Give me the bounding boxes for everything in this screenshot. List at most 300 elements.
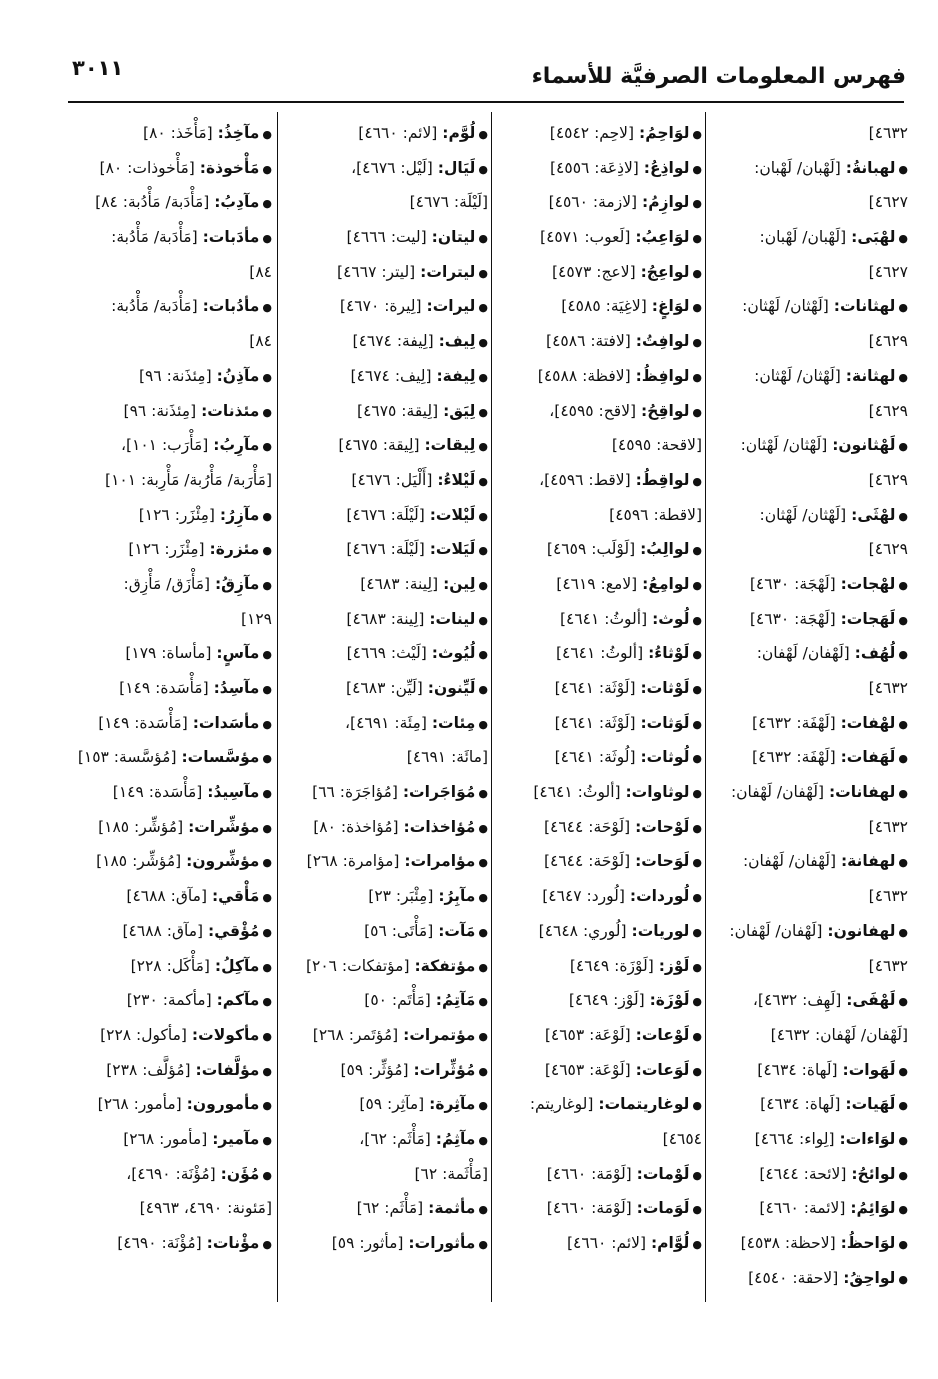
bullet-icon: ● xyxy=(262,960,272,974)
entry-reference: [لَعوب: ٤٥٧١] xyxy=(540,228,631,247)
entry-reference: ٤٦٣٢] xyxy=(868,887,908,906)
entry-reference: [لافتة: ٤٥٨٦] xyxy=(546,332,631,351)
index-entry xyxy=(72,983,272,1018)
index-entry xyxy=(282,1191,488,1226)
entry-word: مؤامرات: xyxy=(404,852,476,871)
index-entry xyxy=(72,289,272,324)
index-entry xyxy=(496,983,702,1018)
entry-reference: [لَوْعَة: ٤٦٥٣] xyxy=(544,1060,631,1079)
entry-reference: ٨٤] xyxy=(249,262,272,281)
bullet-icon: ● xyxy=(692,1238,702,1251)
index-entry xyxy=(712,983,908,1018)
bullet-icon: ● xyxy=(262,1238,272,1251)
bullet-icon: ● xyxy=(262,821,272,835)
bullet-icon: ● xyxy=(692,370,702,384)
entry-reference: [لَهْفان/ لَهْفان: xyxy=(756,644,850,663)
entry-continuation xyxy=(72,602,272,637)
entry-reference: [مَأْتَم: ٥٠] xyxy=(364,991,431,1010)
bullet-icon: ● xyxy=(898,856,908,870)
bullet-icon: ● xyxy=(898,578,908,592)
entry-word: لَيْلات: xyxy=(429,505,476,524)
index-entry xyxy=(72,740,272,775)
entry-word: لَهَفات: xyxy=(840,748,896,767)
entry-word: لَوْعات: xyxy=(635,1025,690,1044)
entry-word: مُؤَن: xyxy=(220,1164,260,1183)
bullet-icon: ● xyxy=(262,648,272,662)
entry-reference: [لَهْبان/ لَهْبان: xyxy=(759,228,847,247)
entry-word: لهفانون: xyxy=(827,921,896,940)
index-entry xyxy=(72,671,272,706)
entry-reference: ٤٦٣٢] xyxy=(868,124,908,142)
index-entry xyxy=(282,567,488,602)
entry-word: لهْبَى: xyxy=(851,228,896,247)
entry-word: مؤشِّرون: xyxy=(186,852,260,871)
index-entry xyxy=(72,775,272,810)
index-entry xyxy=(72,1157,272,1192)
index-column-4 xyxy=(72,116,272,1261)
entry-word: لوَاعِبُ: xyxy=(635,228,690,247)
entry-reference: [مَأْخوذات: ٨٠] xyxy=(99,158,195,177)
bullet-icon: ● xyxy=(692,1099,702,1113)
index-entry xyxy=(282,706,488,741)
entry-word: مأثورات: xyxy=(408,1234,476,1252)
bullet-icon: ● xyxy=(692,891,702,905)
entry-word: مآبِرُ: xyxy=(438,887,476,906)
bullet-icon: ● xyxy=(478,1203,488,1217)
bullet-icon: ● xyxy=(262,891,272,905)
entry-reference: ٤٦٢٧] xyxy=(868,262,908,281)
index-entry xyxy=(712,636,908,671)
index-entry xyxy=(72,185,272,220)
bullet-icon: ● xyxy=(692,301,702,315)
entry-word: مآسٍ: xyxy=(216,644,260,663)
entry-reference: [لَهْفان/ لَهْفان: xyxy=(729,921,823,940)
entry-reference: [مَأْكَل: ٢٢٨] xyxy=(130,956,210,975)
entry-word: لوَاغٍ: xyxy=(651,297,690,316)
bullet-icon: ● xyxy=(692,336,702,350)
entry-word: لواقِطُ: xyxy=(635,470,690,489)
bullet-icon: ● xyxy=(262,1064,272,1078)
bullet-icon: ● xyxy=(262,578,272,592)
header-rule xyxy=(68,101,904,103)
entry-reference: [مُؤشِّر: ١٨٥] xyxy=(96,852,182,871)
entry-continuation xyxy=(712,810,908,845)
bullet-icon: ● xyxy=(478,1064,488,1078)
entry-reference: [لَوْمَة: ٤٦٦٠] xyxy=(546,1164,632,1183)
entry-continuation xyxy=(72,324,272,359)
bullet-icon: ● xyxy=(478,301,488,315)
entry-word: لُوَّام: xyxy=(650,1234,690,1252)
index-entry xyxy=(72,498,272,533)
entry-reference: [لَوْحَة: ٤٦٤٤] xyxy=(543,852,631,871)
bullet-icon: ● xyxy=(898,1203,908,1217)
entry-word: لوَاحظُ: xyxy=(840,1234,896,1252)
entry-word: لَيَال: xyxy=(437,158,476,177)
entry-word: ليتان: xyxy=(431,228,476,247)
entry-reference: [لَيْلَة: ٤٦٧٦] xyxy=(346,540,425,559)
bullet-icon: ● xyxy=(692,1029,702,1043)
bullet-icon: ● xyxy=(262,128,272,141)
entry-word: مؤسَّسات: xyxy=(181,748,260,767)
index-entry xyxy=(712,844,908,879)
entry-word: مآسِيدُ: xyxy=(207,783,260,802)
entry-reference: [لَوْمَة: ٤٦٦٠] xyxy=(546,1199,632,1218)
index-entry xyxy=(72,151,272,186)
bullet-icon: ● xyxy=(898,925,908,939)
entry-reference: [مائَة: ٤٦٩١] xyxy=(406,748,488,767)
entry-reference: [لَهْفان/ لَهْفان: xyxy=(742,852,836,871)
entry-reference: [لافظة: ٤٥٨٨] xyxy=(537,366,631,385)
entry-word: لوَاحِمُ: xyxy=(639,124,690,142)
entry-word: لِين: xyxy=(443,574,476,593)
entry-reference: [لَهْفَة: ٤٦٣٢] xyxy=(752,713,836,732)
entry-reference: [مآق: ٤٦٨٨] xyxy=(122,921,204,940)
entry-reference: [لازمة: ٤٥٦٠] xyxy=(548,193,638,212)
bullet-icon: ● xyxy=(478,370,488,384)
index-entry xyxy=(282,220,488,255)
index-entry xyxy=(712,220,908,255)
bullet-icon: ● xyxy=(478,856,488,870)
bullet-icon: ● xyxy=(478,336,488,350)
bullet-icon: ● xyxy=(478,162,488,176)
entry-reference: [مُؤاخذة: ٨٠] xyxy=(313,817,399,836)
index-entry xyxy=(496,1157,702,1192)
bullet-icon: ● xyxy=(478,925,488,939)
index-entry xyxy=(712,740,908,775)
entry-reference: [لِواء: ٤٦٦٤] xyxy=(754,1129,835,1148)
entry-reference: [لَهاة: ٤٦٣٤] xyxy=(757,1060,838,1079)
index-entry xyxy=(282,116,488,151)
index-entry xyxy=(72,116,272,151)
column-divider xyxy=(491,112,492,1302)
entry-word: مآسِدُ: xyxy=(213,679,260,697)
bullet-icon: ● xyxy=(692,162,702,176)
entry-reference: [مِئَة: ٤٦٩١]، xyxy=(345,713,427,732)
entry-word: لواقِحُ: xyxy=(641,401,690,420)
index-entry xyxy=(496,255,702,290)
bullet-icon: ● xyxy=(478,405,488,419)
bullet-icon: ● xyxy=(692,405,702,419)
index-entry xyxy=(72,949,272,984)
bullet-icon: ● xyxy=(478,683,488,696)
index-entry xyxy=(496,706,702,741)
entry-continuation xyxy=(712,116,908,151)
entry-reference: [مَأْثَم: ٦٢]، xyxy=(359,1129,431,1148)
entry-reference: [لَهِف: ٤٦٣٢]، xyxy=(752,991,842,1010)
entry-word: لوائحُ: xyxy=(851,1164,896,1183)
entry-word: مآكِلُ: xyxy=(214,956,260,975)
entry-word: لينات: xyxy=(429,609,476,628)
entry-word: مآزِقُ: xyxy=(214,574,260,593)
index-entry xyxy=(712,289,908,324)
entry-reference: ١٢٩] xyxy=(240,609,272,628)
entry-word: لواحِقُ: xyxy=(843,1268,896,1287)
entry-word: لُوثات: xyxy=(640,748,690,767)
index-entry xyxy=(72,706,272,741)
entry-word: لُوردات: xyxy=(629,887,690,906)
entry-reference: ٤٦٢٩] xyxy=(868,540,908,559)
entry-reference: [لَوْزَة: ٤٦٤٩] xyxy=(569,956,654,975)
entry-reference: [لَهْفَة: ٤٦٣٢] xyxy=(752,748,836,767)
index-entry xyxy=(282,636,488,671)
index-entry xyxy=(282,775,488,810)
entry-word: لِيَق: xyxy=(443,401,476,420)
index-entry xyxy=(496,740,702,775)
entry-reference: [مُؤلَّف: ٢٣٨] xyxy=(106,1060,191,1079)
entry-word: لُوث: xyxy=(652,609,690,628)
page-number: ٣٠١١ xyxy=(72,56,124,80)
bullet-icon: ● xyxy=(692,960,702,974)
bullet-icon: ● xyxy=(478,717,488,731)
entry-reference: [لَهْثان/ لَهْثان: xyxy=(742,297,829,316)
entry-word: لِيف: xyxy=(438,332,476,351)
entry-reference: [ليت: ٤٦٦٦] xyxy=(346,228,427,247)
entry-word: مُوَاجَرات: xyxy=(402,783,476,802)
bullet-icon: ● xyxy=(262,856,272,870)
bullet-icon: ● xyxy=(898,1168,908,1182)
entry-reference: [مِئْزَر: ١٢٦] xyxy=(138,505,215,524)
entry-word: لهْفات: xyxy=(840,713,896,732)
index-entry xyxy=(712,706,908,741)
entry-word: لَوْزَة: xyxy=(649,991,690,1010)
entry-continuation xyxy=(282,1157,488,1192)
entry-word: لوافِتُ: xyxy=(635,332,690,351)
index-entry xyxy=(72,394,272,429)
bullet-icon: ● xyxy=(898,717,908,731)
index-entry xyxy=(496,185,702,220)
entry-word: مآدِبُ: xyxy=(214,193,260,212)
entry-word: لهْثَى: xyxy=(851,505,896,524)
bullet-icon: ● xyxy=(898,370,908,384)
entry-reference: [مُؤتَمر: ٢٦٨] xyxy=(312,1025,399,1044)
bullet-icon: ● xyxy=(692,787,702,801)
bullet-icon: ● xyxy=(692,1203,702,1217)
bullet-icon: ● xyxy=(898,1133,908,1147)
entry-word: لهثانات: xyxy=(833,297,896,316)
bullet-icon: ● xyxy=(692,717,702,731)
entry-word: لهفانة: xyxy=(840,852,896,871)
entry-word: مؤْنات: xyxy=(206,1234,260,1252)
entry-continuation xyxy=(712,255,908,290)
entry-word: مؤشِّرات: xyxy=(188,817,260,836)
entry-reference: [لِيفة: ٤٦٧٤] xyxy=(352,332,434,351)
entry-reference: ٤٦٢٩] xyxy=(868,401,908,420)
entry-word: لِيفة: xyxy=(436,366,476,385)
entry-reference: [مأمور: ٢٦٨] xyxy=(97,1095,182,1114)
entry-word: لوازِمُ: xyxy=(642,193,690,212)
index-entry xyxy=(72,532,272,567)
entry-reference: [لاغِيَة: ٤٥٨٥] xyxy=(561,297,647,316)
entry-reference: [مُؤْنَة: ٤٦٩٠] xyxy=(117,1234,202,1252)
index-entry xyxy=(712,1157,908,1192)
entry-reference: [مَأْثَمة: ٦٢] xyxy=(414,1164,488,1183)
bullet-icon: ● xyxy=(262,717,272,731)
entry-reference: [لاذِعَة: ٤٥٥٦] xyxy=(549,158,639,177)
entry-word: لَيِّنون: xyxy=(427,679,476,697)
index-entry xyxy=(496,1018,702,1053)
bullet-icon: ● xyxy=(262,752,272,766)
bullet-icon: ● xyxy=(478,1029,488,1043)
index-entry xyxy=(496,289,702,324)
entry-reference: [مَأْزَق/ مَأْزِق: xyxy=(123,574,211,593)
entry-word: ليترات: xyxy=(420,262,476,281)
index-entry xyxy=(282,532,488,567)
bullet-icon: ● xyxy=(262,197,272,211)
entry-word: لَهَيات: xyxy=(845,1095,896,1114)
bullet-icon: ● xyxy=(262,787,272,801)
bullet-icon: ● xyxy=(262,1029,272,1043)
entry-reference: [لَهْثان/ لَهْثان: xyxy=(740,436,828,455)
entry-reference: [ألوثُ: ٤٦٤١] xyxy=(533,783,621,802)
entry-word: مئذنات: xyxy=(201,401,260,420)
entry-reference: [مَأْتَى: ٥٦] xyxy=(364,921,434,940)
entry-word: لَوَثات: xyxy=(640,713,690,732)
column-divider xyxy=(277,112,278,1302)
bullet-icon: ● xyxy=(478,648,488,662)
entry-word: لهْجات: xyxy=(840,574,896,593)
index-entry xyxy=(712,359,908,394)
bullet-icon: ● xyxy=(478,578,488,592)
entry-word: مأمورون: xyxy=(186,1095,260,1114)
index-entry xyxy=(282,949,488,984)
index-entry xyxy=(282,255,488,290)
index-entry xyxy=(72,1087,272,1122)
entry-reference: [لَهْجَة: ٤٦٣٠] xyxy=(749,609,836,628)
entry-reference: [لاقحة: ٤٥٩٥] xyxy=(611,436,702,455)
entry-word: لَوْز: xyxy=(658,956,690,975)
bullet-icon: ● xyxy=(262,405,272,419)
entry-word: مأدَبات: xyxy=(202,228,260,247)
entry-word: لواذِعُ: xyxy=(643,158,690,177)
entry-reference: [ألوثُ: ٤٦٤١] xyxy=(555,644,644,663)
entry-word: لوالِبُ: xyxy=(640,540,690,559)
bullet-icon: ● xyxy=(692,613,702,627)
entry-reference: [لاقح: ٤٥٩٥]، xyxy=(549,401,637,420)
entry-word: لُهُف: xyxy=(854,644,896,663)
entry-word: مآذِنُ: xyxy=(216,366,260,385)
index-entry xyxy=(496,324,702,359)
entry-word: لَوَمات: xyxy=(636,1199,690,1218)
index-entry xyxy=(282,394,488,429)
index-entry xyxy=(496,532,702,567)
entry-reference: [لائحة: ٤٦٤٤] xyxy=(759,1164,847,1183)
bullet-icon: ● xyxy=(478,440,488,454)
index-entry xyxy=(712,1226,908,1261)
entry-reference: [مِئذَنة: ٩٦] xyxy=(138,366,212,385)
index-entry xyxy=(496,463,702,498)
bullet-icon: ● xyxy=(478,960,488,974)
bullet-icon: ● xyxy=(478,232,488,246)
entry-reference: [لَهاة: ٤٦٣٤] xyxy=(760,1095,841,1114)
index-entry xyxy=(282,602,488,637)
bullet-icon: ● xyxy=(262,995,272,1009)
index-entry xyxy=(712,151,908,186)
bullet-icon: ● xyxy=(898,509,908,523)
index-entry xyxy=(282,879,488,914)
index-entry xyxy=(282,498,488,533)
entry-reference: [لِينة: ٤٦٨٣] xyxy=(346,609,425,628)
index-entry xyxy=(496,116,702,151)
entry-continuation xyxy=(712,185,908,220)
entry-word: لَهْثانون: xyxy=(832,436,896,455)
entry-word: مُؤثِّرات: xyxy=(413,1060,476,1079)
entry-word: لَوْمات: xyxy=(636,1164,690,1183)
entry-reference: [لَوْثَة: ٤٦٤١] xyxy=(554,713,636,732)
entry-word: مَأْقي: xyxy=(211,887,260,906)
entry-reference: [لِينة: ٤٦٨٣] xyxy=(360,574,439,593)
index-column-1 xyxy=(712,116,908,1295)
entry-reference: [لَيْل: ٤٦٧٦]، xyxy=(351,158,433,177)
entry-continuation xyxy=(496,428,702,463)
entry-word: مؤتفكة: xyxy=(414,956,476,975)
entry-word: مآزِرُ: xyxy=(219,505,260,524)
index-entry xyxy=(496,1191,702,1226)
entry-reference: ٤٦٣٢] xyxy=(868,817,908,836)
bullet-icon: ● xyxy=(898,440,908,454)
bullet-icon: ● xyxy=(898,995,908,1009)
index-entry xyxy=(72,1053,272,1088)
entry-reference: [مَأْدَبة/ مَأْدُبة: xyxy=(111,297,198,316)
index-entry xyxy=(282,1122,488,1157)
bullet-icon: ● xyxy=(898,1099,908,1113)
entry-word: مأسَدات: xyxy=(192,713,260,732)
entry-word: لَيَلات: xyxy=(429,540,476,559)
entry-word: لَوَحات: xyxy=(635,852,690,871)
entry-word: لواعِجُ: xyxy=(640,262,690,281)
entry-reference: [لاقط: ٤٥٩٦]، xyxy=(539,470,631,489)
entry-word: لوغاريتمات: xyxy=(598,1095,690,1114)
entry-reference: [مآثِر: ٥٩] xyxy=(359,1095,425,1114)
entry-word: مأدُبات: xyxy=(202,297,260,316)
index-entry xyxy=(282,1053,488,1088)
index-entry xyxy=(496,914,702,949)
entry-word: لُوَّم: xyxy=(442,124,476,142)
entry-reference: [مُؤثِّر: ٥٩] xyxy=(340,1060,409,1079)
entry-word: لَوْثات: xyxy=(640,679,690,697)
entry-reference: [لَهْجَة: ٤٦٣٠] xyxy=(749,574,836,593)
index-entry xyxy=(72,220,272,255)
index-entry xyxy=(496,359,702,394)
entry-reference: [لَيْث: ٤٦٦٩] xyxy=(346,644,427,663)
entry-continuation xyxy=(712,394,908,429)
bullet-icon: ● xyxy=(692,995,702,1009)
index-entry xyxy=(72,428,272,463)
bullet-icon: ● xyxy=(262,162,272,176)
index-entry xyxy=(712,1122,908,1157)
entry-word: لوريات: xyxy=(631,921,690,940)
entry-reference: [مؤتفكات: ٢٠٦] xyxy=(305,956,410,975)
entry-reference: [مأكول: ٢٢٨] xyxy=(100,1025,187,1044)
index-entry xyxy=(712,567,908,602)
entry-word: مُؤاخذات: xyxy=(403,817,476,836)
entry-continuation xyxy=(712,532,908,567)
bullet-icon: ● xyxy=(478,995,488,1009)
index-entry xyxy=(72,359,272,394)
index-entry xyxy=(496,1087,702,1122)
bullet-icon: ● xyxy=(478,128,488,141)
bullet-icon: ● xyxy=(478,1099,488,1113)
entry-continuation xyxy=(712,463,908,498)
bullet-icon: ● xyxy=(692,1064,702,1078)
bullet-icon: ● xyxy=(262,1099,272,1113)
entry-continuation xyxy=(72,463,272,498)
entry-reference: [لَوْعَة: ٤٦٥٣] xyxy=(544,1025,631,1044)
bullet-icon: ● xyxy=(898,1238,908,1251)
entry-reference: ٤٦٢٧] xyxy=(868,193,908,212)
entry-continuation xyxy=(712,949,908,984)
bullet-icon: ● xyxy=(262,925,272,939)
entry-word: مَأْخوذة: xyxy=(199,158,260,177)
